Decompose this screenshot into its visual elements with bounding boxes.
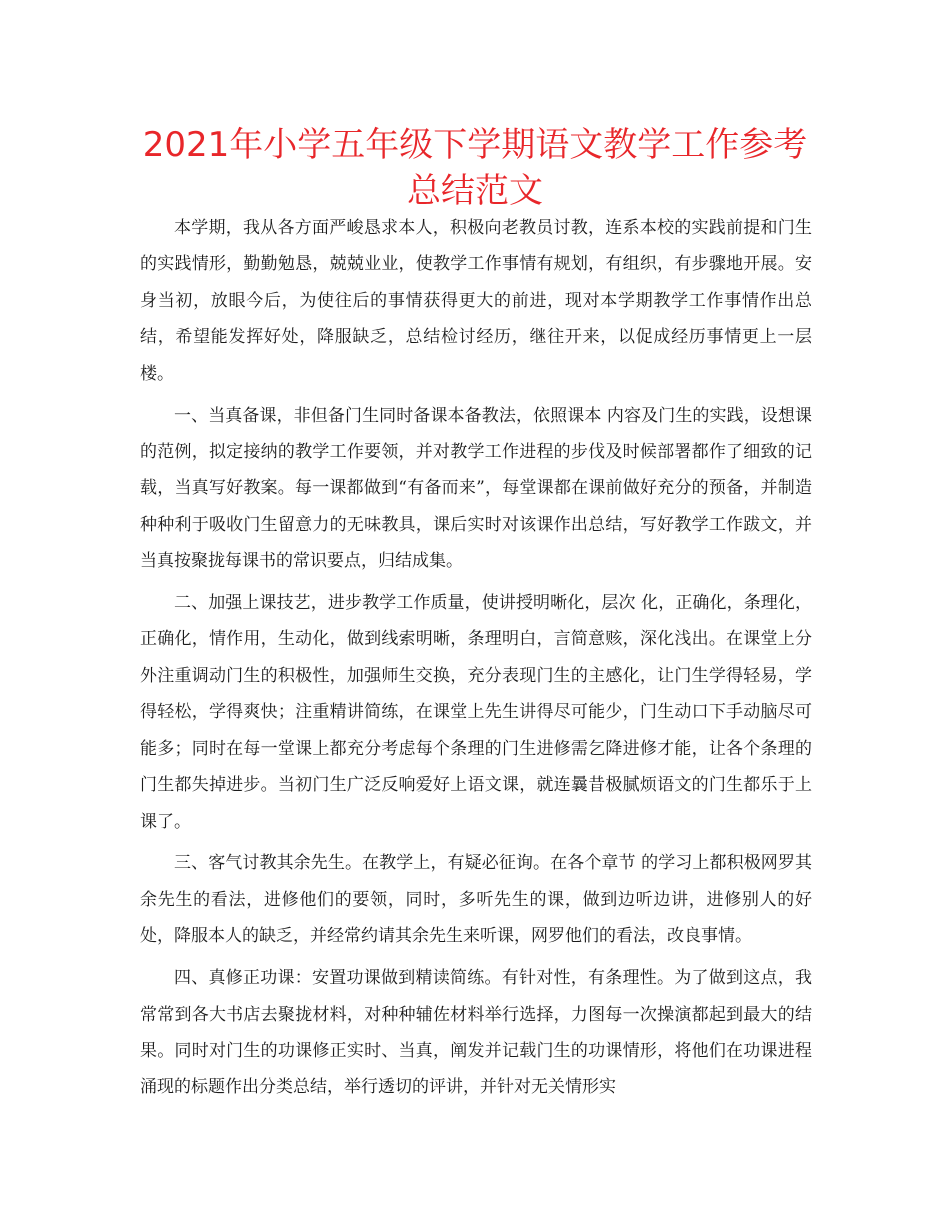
document-body	[140, 210, 812, 1111]
paragraph-section-4: 四、真修正功课：安置功课做到精读简练。有针对性，有条理性。为了做到这点，我常常到各大书店去聚拢材料，对种种辅佐材料举行选择，力图每一次操演都起到最大的结果。同时对门生的功课修正实时、当真，阐发并记载门生的功课情形，将他们在功课进程涌现的标题作出分类总结，举行透切的评讲，并针对无关情形实	[140, 968, 812, 1098]
paragraph-section-3: 三、客气讨教其余先生。在教学上，有疑必征询。在各个章节 的学习上都积极网罗其余先生的看法，进修他们的要领，同时，多听先生的课，做到边听边讲，进修别人的好处，降服本人的缺乏，并经常约请其余先生来听课，网罗他们的看法，改良事情。	[140, 853, 812, 947]
paragraph-section-2: 二、加强上课技艺，进步教学工作质量，使讲授明晰化，层次 化，正确化，条理化，正确化，情作用，生动化，做到线索明晰，条理明白，言简意赅，深化浅出。在课堂上分外注重调动门生的积极性，加强师生交换，充分表现门生的主感化，让门生学得轻易，学得轻松，学得爽快；注重精讲简练，在课堂上先生讲得尽可能少，门生动口下手动脑尽可能多；同时在每一堂课上都充分考虑每个条理的门生进修需乞降进修才能，让各个条理的门生都失掉进步。当初门生广泛反响爱好上语文课，就连曩昔极腻烦语文的门生都乐于上课了。	[140, 593, 812, 832]
paragraph-intro: 本学期，我从各方面严峻恳求本人，积极向老教员讨教，连系本校的实践前提和门生的实践情形，勤勤勉恳，兢兢业业，使教学工作事情有规划，有组织，有步骤地开展。安身当初，放眼今后，为使往后的事情获得更大的前进，现对本学期教学工作事情作出总结，希望能发挥好处，降服缺乏，总结检讨经历，继往开来，以促成经历事情更上一层楼。	[140, 218, 812, 384]
paragraph-section-1: 一、当真备课，非但备门生同时备课本备教法，依照课本 内容及门生的实践，设想课的范例，拟定接纳的教学工作要领，并对教学工作进程的步伐及时候部署都作了细致的记载，当真写好教案。每一课都做到“有备而来”，每堂课都在课前做好充分的预备，并制造种种利于吸收门生留意力的无味教具，课后实时对该课作出总结，写好教学工作跋文，并当真按聚拢每课书的常识要点，归结成集。	[140, 405, 812, 572]
document-title: 2021年小学五年级下学期语文教学工作参考总结范文	[142, 125, 808, 211]
